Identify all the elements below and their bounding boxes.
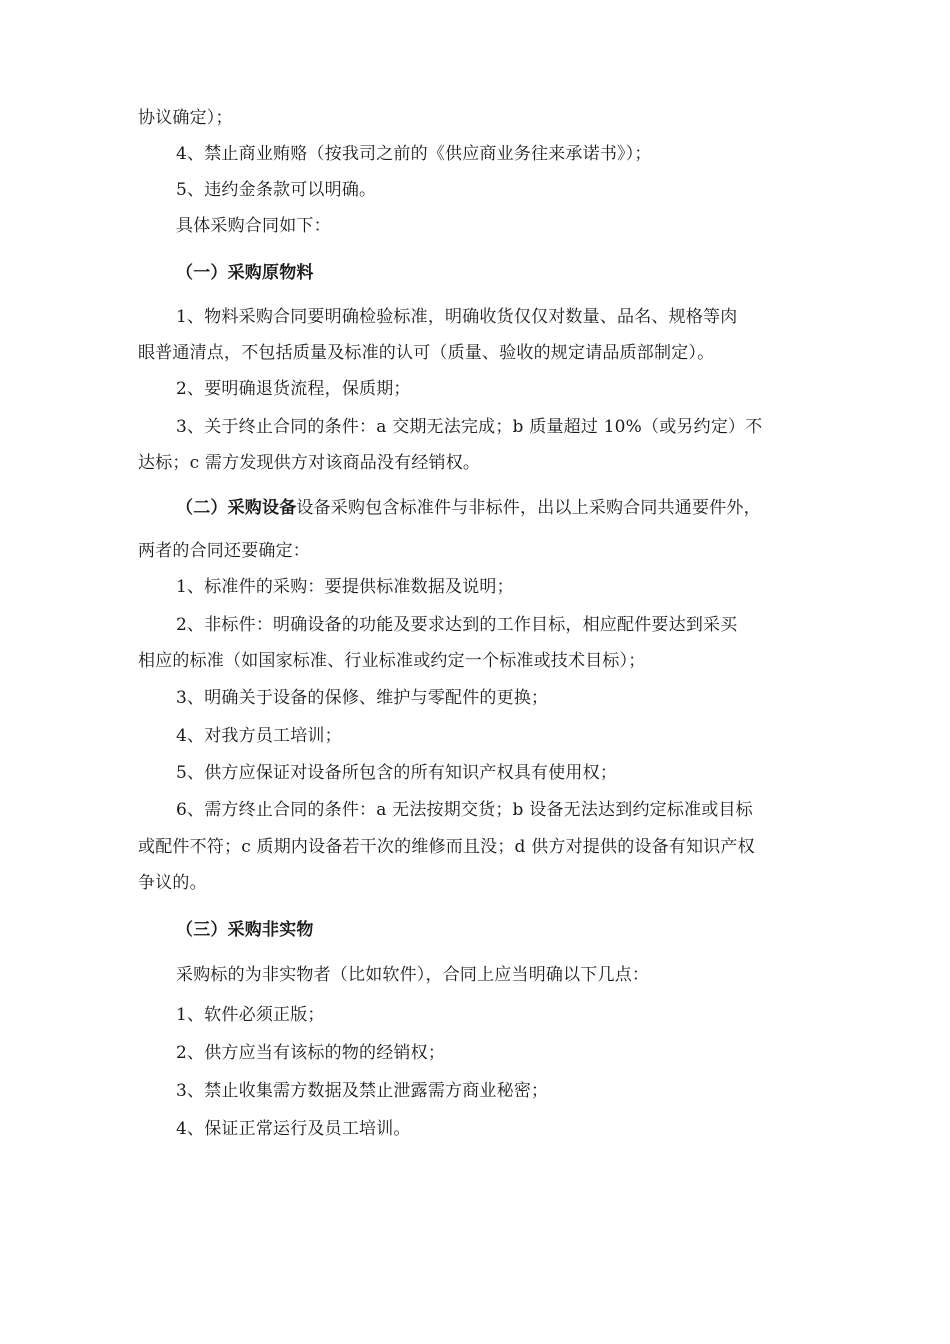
section-heading: （二）采购设备: [176, 498, 297, 518]
paragraph-line: 或配件不符；c 质期内设备若干次的维修而且没；d 供方对提供的设备有知识产权: [138, 837, 755, 857]
paragraph-line: 具体采购合同如下：: [176, 216, 331, 236]
list-item: 6、需方终止合同的条件：a 无法按期交货；b 设备无法达到约定标准或目标: [176, 800, 753, 820]
paragraph-line: 争议的。: [138, 873, 207, 893]
paragraph-line: 达标；c 需方发现供方对该商品没有经销权。: [138, 453, 481, 473]
list-item: 1、标准件的采购：要提供标准数据及说明；: [176, 577, 514, 597]
paragraph-line: 两者的合同还要确定：: [138, 541, 310, 561]
list-item: 4、保证正常运行及员工培训。: [176, 1119, 411, 1139]
list-item: 5、违约金条款可以明确。: [176, 180, 377, 200]
section-paragraph: [176, 497, 761, 519]
list-item: 3、禁止收集需方数据及禁止泄露需方商业秘密；: [176, 1081, 549, 1101]
section-heading: （一）采购原物料: [176, 263, 314, 283]
paragraph-line: 协议确定）；: [138, 108, 233, 128]
list-item: 4、禁止商业贿赂（按我司之前的《供应商业务往来承诺书》）；: [176, 144, 652, 164]
list-item: 3、关于终止合同的条件：a 交期无法完成；b 质量超过 10%（或另约定）不: [176, 417, 763, 437]
paragraph-line: 眼普通清点，不包括质量及标准的认可（质量、验收的规定请品质部制定）。: [138, 343, 715, 363]
list-item: 1、软件必须正版；: [176, 1005, 325, 1025]
paragraph-text: 设备采购包含标准件与非标件，出以上采购合同共通要件外，: [296, 498, 761, 518]
paragraph-line: 相应的标准（如国家标准、行业标准或约定一个标准或技术目标）；: [138, 651, 646, 671]
section-heading: （三）采购非实物: [176, 920, 314, 940]
list-item: 2、要明确退货流程，保质期；: [176, 379, 411, 399]
list-item: 5、供方应保证对设备所包含的所有知识产权具有使用权；: [176, 763, 618, 783]
list-item: 1、物料采购合同要明确检验标准，明确收货仅仅对数量、品名、规格等肉: [176, 307, 738, 327]
paragraph-line: 采购标的为非实物者（比如软件），合同上应当明确以下几点：: [176, 965, 650, 985]
list-item: 4、对我方员工培训；: [176, 726, 342, 746]
list-item: 2、供方应当有该标的物的经销权；: [176, 1043, 446, 1063]
list-item: 3、明确关于设备的保修、维护与零配件的更换；: [176, 688, 549, 708]
list-item: 2、非标件：明确设备的功能及要求达到的工作目标，相应配件要达到采买: [176, 615, 738, 635]
